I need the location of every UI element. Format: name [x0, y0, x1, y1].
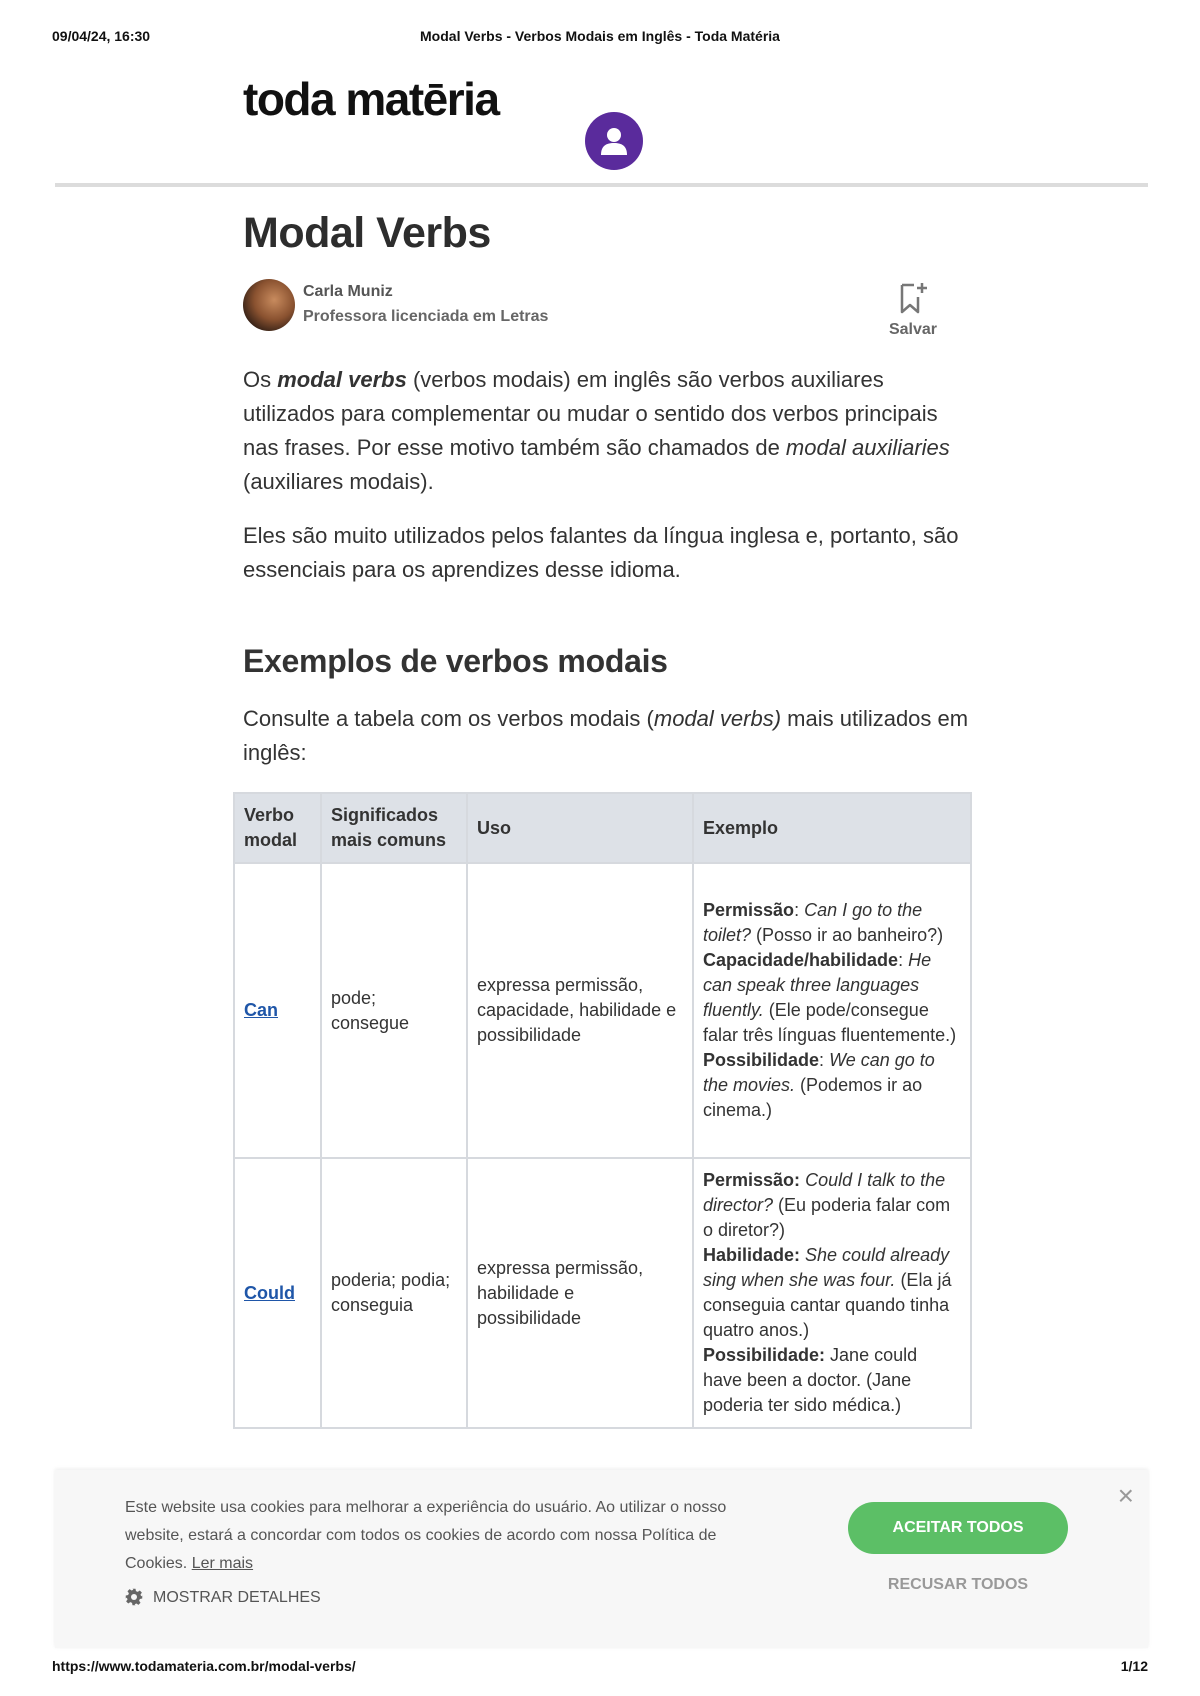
intro-p1-post: (auxiliares modais).	[243, 469, 434, 495]
table-intro-pre: Consulte a tabela com os verbos modais (	[243, 706, 654, 732]
example-line	[703, 898, 961, 948]
example-line	[703, 1168, 961, 1243]
example-label: Capacidade/habilidade	[703, 950, 899, 970]
bookmark-add-icon	[898, 281, 928, 315]
intro-p1-italic: modal auxiliaries	[785, 435, 950, 461]
intro-paragraph-2: Eles são muito utilizados pelos falantes da língua inglesa e, portanto, são essenciais para os aprendizes desse idioma.	[243, 523, 959, 583]
accept-all-button[interactable]: ACEITAR TODOS	[848, 1502, 1068, 1554]
site-logo[interactable]: toda matēria	[243, 73, 499, 125]
cookie-read-more-link[interactable]: Ler mais	[191, 1555, 254, 1572]
table-cell-use: expressa permissão, habilidade e possibilidade	[467, 1158, 693, 1428]
table-cell-examples	[693, 1158, 971, 1428]
example-line	[703, 1048, 961, 1123]
print-header	[52, 28, 1148, 48]
example-sentence: Could I talk to the director?	[703, 1170, 946, 1215]
intro-p1-mid: (verbos modais) em inglês são verbos auxiliares utilizados para complementar ou mudar o sentido dos verbos principais nas frases. Por esse motivo também são chamados de	[243, 367, 938, 461]
table-header-row	[234, 793, 971, 863]
table-header-cell: Exemplo	[693, 793, 971, 863]
table-row	[234, 863, 971, 1158]
page-title: Modal Verbs	[243, 209, 491, 257]
author-byline	[243, 273, 973, 349]
intro-paragraph-1	[243, 363, 973, 499]
article	[243, 200, 973, 770]
example-translation: Jane could have been a doctor. (Jane poderia ter sido médica.)	[703, 1345, 918, 1415]
save-label: Salvar	[888, 321, 938, 339]
example-line	[703, 1243, 961, 1343]
table-header-cell: Uso	[467, 793, 693, 863]
table-cell-use: expressa permissão, capacidade, habilidade e possibilidade	[467, 863, 693, 1158]
example-label: Permissão	[703, 900, 795, 920]
modal-verbs-table	[233, 792, 972, 1429]
example-sep: :	[898, 950, 909, 970]
close-icon[interactable]: ×	[1117, 1480, 1134, 1511]
table-cell-meaning: pode; consegue	[321, 863, 467, 1158]
section-title: Exemplos de verbos modais	[243, 643, 668, 680]
print-url: https://www.todamateria.com.br/modal-verbs/	[52, 1658, 356, 1674]
example-sentence: He can speak three languages fluently.	[703, 950, 932, 1020]
gear-icon	[125, 1588, 143, 1606]
example-label: Permissão:	[703, 1170, 801, 1190]
example-sep: :	[794, 900, 805, 920]
show-details-label: MOSTRAR DETALHES	[153, 1589, 321, 1606]
author-role: Professora licenciada em Letras	[303, 308, 549, 326]
reject-all-button[interactable]: RECUSAR TODOS	[887, 1576, 1029, 1593]
author-avatar[interactable]	[243, 279, 295, 331]
example-sentence: Can I go to the toilet?	[703, 900, 923, 945]
table-row	[234, 1158, 971, 1428]
table-cell-verb	[234, 863, 321, 1158]
example-line	[703, 948, 961, 1048]
table-cell-meaning: poderia; podia; conseguia	[321, 1158, 467, 1428]
author-name[interactable]: Carla Muniz	[303, 283, 393, 301]
example-translation: (Ele pode/consegue falar três línguas fluentemente.)	[703, 1000, 957, 1045]
print-datetime: 09/04/24, 16:30	[52, 28, 151, 44]
cookie-text	[125, 1494, 765, 1578]
table-cell-verb	[234, 1158, 321, 1428]
cookie-banner	[55, 1470, 1148, 1648]
table-cell-examples	[693, 863, 971, 1158]
site-header	[55, 70, 1148, 190]
example-line	[703, 1343, 961, 1418]
print-document-title: Modal Verbs - Verbos Modais em Inglês - Toda Matéria	[420, 28, 780, 44]
table-header-cell: Verbo modal	[234, 793, 321, 863]
example-label: Possibilidade:	[703, 1345, 826, 1365]
example-sentence: We can go to the movies.	[703, 1050, 935, 1095]
table-header-cell: Significados mais comuns	[321, 793, 467, 863]
example-label: Habilidade:	[703, 1245, 801, 1265]
intro-p1-term: modal verbs	[277, 367, 407, 393]
example-sep: :	[819, 1050, 830, 1070]
cookie-message: Este website usa cookies para melhorar a experiência do usuário. Ao utilizar o nosso website, estará a concordar com todos os cookies de acordo com nossa Política de Cookies.	[125, 1499, 727, 1572]
table-intro-post: mais utilizados em inglês:	[243, 706, 969, 766]
example-translation: (Posso ir ao banheiro?)	[751, 925, 944, 945]
example-translation: (Eu poderia falar com o diretor?)	[703, 1195, 951, 1240]
table-intro	[243, 702, 973, 770]
example-label: Possibilidade	[703, 1050, 820, 1070]
verb-link-could[interactable]: Could	[244, 1282, 295, 1303]
table-intro-italic: modal verbs)	[653, 706, 782, 732]
example-translation: (Podemos ir ao cinema.)	[703, 1075, 923, 1120]
user-icon	[600, 126, 628, 156]
show-details-toggle[interactable]	[125, 1588, 321, 1607]
intro-p1-pre: Os	[243, 367, 278, 393]
verb-link-can[interactable]: Can	[244, 1000, 279, 1020]
print-page-number: 1/12	[1120, 1658, 1148, 1674]
example-sentence: She could already sing when she was four.	[703, 1245, 950, 1290]
example-translation: (Ela já conseguia cantar quando tinha quatro anos.)	[703, 1270, 952, 1340]
save-button[interactable]	[883, 281, 943, 339]
user-account-button[interactable]	[585, 112, 643, 170]
header-divider	[55, 183, 1148, 187]
